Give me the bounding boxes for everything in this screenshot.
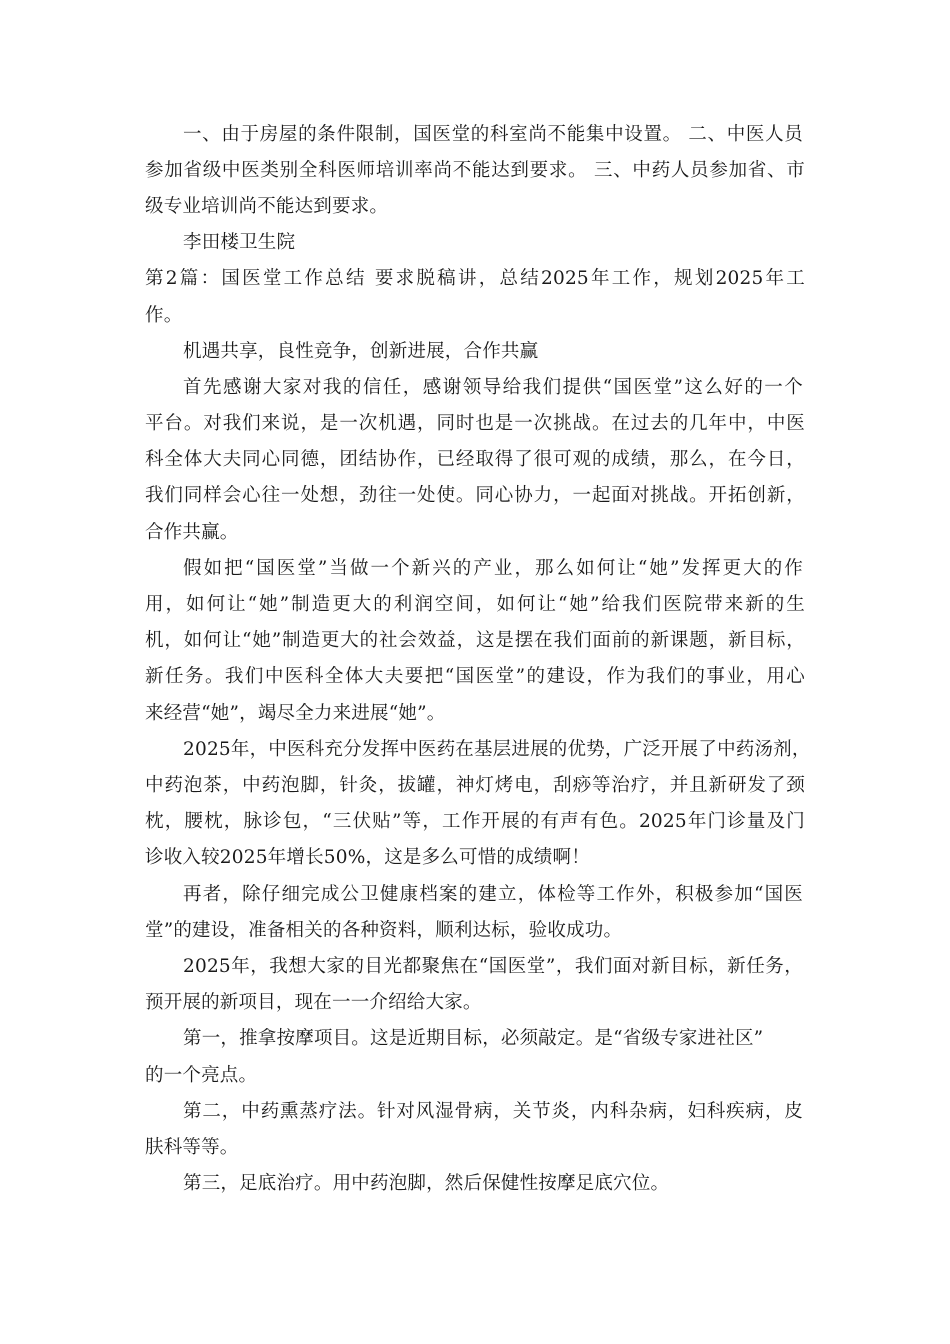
- paragraph-line: 合作共赢。: [145, 522, 239, 543]
- paragraph-line: 首先感谢大家对我的信任，感谢领导给我们提供“国医堂”这么好的一个: [183, 377, 803, 398]
- paragraph-line: 第二，中药熏蒸疗法。针对风湿骨病，关节炎，内科杂病，妇科疾病，皮: [183, 1101, 803, 1122]
- paragraph-line: 来经营“她”，竭尽全力来进展“她”。: [145, 703, 446, 724]
- paragraph-line: 再者，除仔细完成公卫健康档案的建立，体检等工作外，积极参加“国医: [183, 884, 803, 905]
- paragraph-line: 2025年，中医科充分发挥中医药在基层进展的优势，广泛开展了中药汤剂，: [183, 739, 811, 760]
- paragraph-line: 作。: [145, 305, 183, 326]
- paragraph-line: 一、由于房屋的条件限制，国医堂的科室尚不能集中设置。 二、中医人员: [183, 124, 803, 145]
- paragraph-line: 新任务。我们中医科全体大夫要把“国医堂”的建设，作为我们的事业，用心: [145, 666, 805, 687]
- paragraph-line: 科全体大夫同心同德，团结协作，已经取得了很可观的成绩，那么，在今日，: [145, 449, 805, 470]
- paragraph-line: 级专业培训尚不能达到要求。: [145, 196, 389, 217]
- section-heading: 第2篇：国医堂工作总结 要求脱稿讲，总结2025年工作，规划2025年工: [145, 268, 805, 289]
- paragraph-line: 我们同样会心往一处想，劲往一处使。同心协力，一起面对挑战。开拓创新，: [145, 485, 805, 506]
- paragraph-line: 枕，腰枕，脉诊包，“三伏贴”等，工作开展的有声有色。2025年门诊量及门: [145, 811, 805, 832]
- paragraph-line: 平台。对我们来说，是一次机遇，同时也是一次挑战。在过去的几年中，中医: [145, 413, 805, 434]
- paragraph-line: 参加省级中医类别全科医师培训率尚不能达到要求。 三、中药人员参加省、市: [145, 160, 805, 181]
- paragraph-line: 用，如何让“她”制造更大的利润空间，如何让“她”给我们医院带来新的生: [145, 594, 805, 615]
- paragraph-line: 假如把“国医堂”当做一个新兴的产业，那么如何让“她”发挥更大的作: [183, 558, 803, 579]
- paragraph-line: 机，如何让“她”制造更大的社会效益，这是摆在我们面前的新课题，新目标，: [145, 630, 805, 651]
- paragraph-line: 的一个亮点。: [145, 1065, 258, 1086]
- paragraph-line: 诊收入较2025年增长50%，这是多么可惜的成绩啊！: [145, 847, 590, 868]
- paragraph-line: 第一，推拿按摩项目。这是近期目标，必须敲定。是“省级专家进社区”: [183, 1028, 764, 1049]
- slogan-line: 机遇共享，良性竞争，创新进展，合作共赢: [183, 341, 539, 362]
- paragraph-line: 2025年，我想大家的目光都聚焦在“国医堂”，我们面对新目标，新任务，: [183, 956, 803, 977]
- paragraph-line: 中药泡茶，中药泡脚，针灸，拔罐，神灯烤电，刮痧等治疗，并且新研发了颈: [145, 775, 805, 796]
- paragraph-line: 肤科等等。: [145, 1137, 239, 1158]
- paragraph-line: 堂”的建设，准备相关的各种资料，顺利达标，验收成功。: [145, 920, 623, 941]
- paragraph-line: 预开展的新项目，现在一一介绍给大家。: [145, 992, 482, 1013]
- signature-line: 李田楼卫生院: [183, 232, 296, 253]
- paragraph-line: 第三，足底治疗。用中药泡脚，然后保健性按摩足底穴位。: [183, 1173, 670, 1194]
